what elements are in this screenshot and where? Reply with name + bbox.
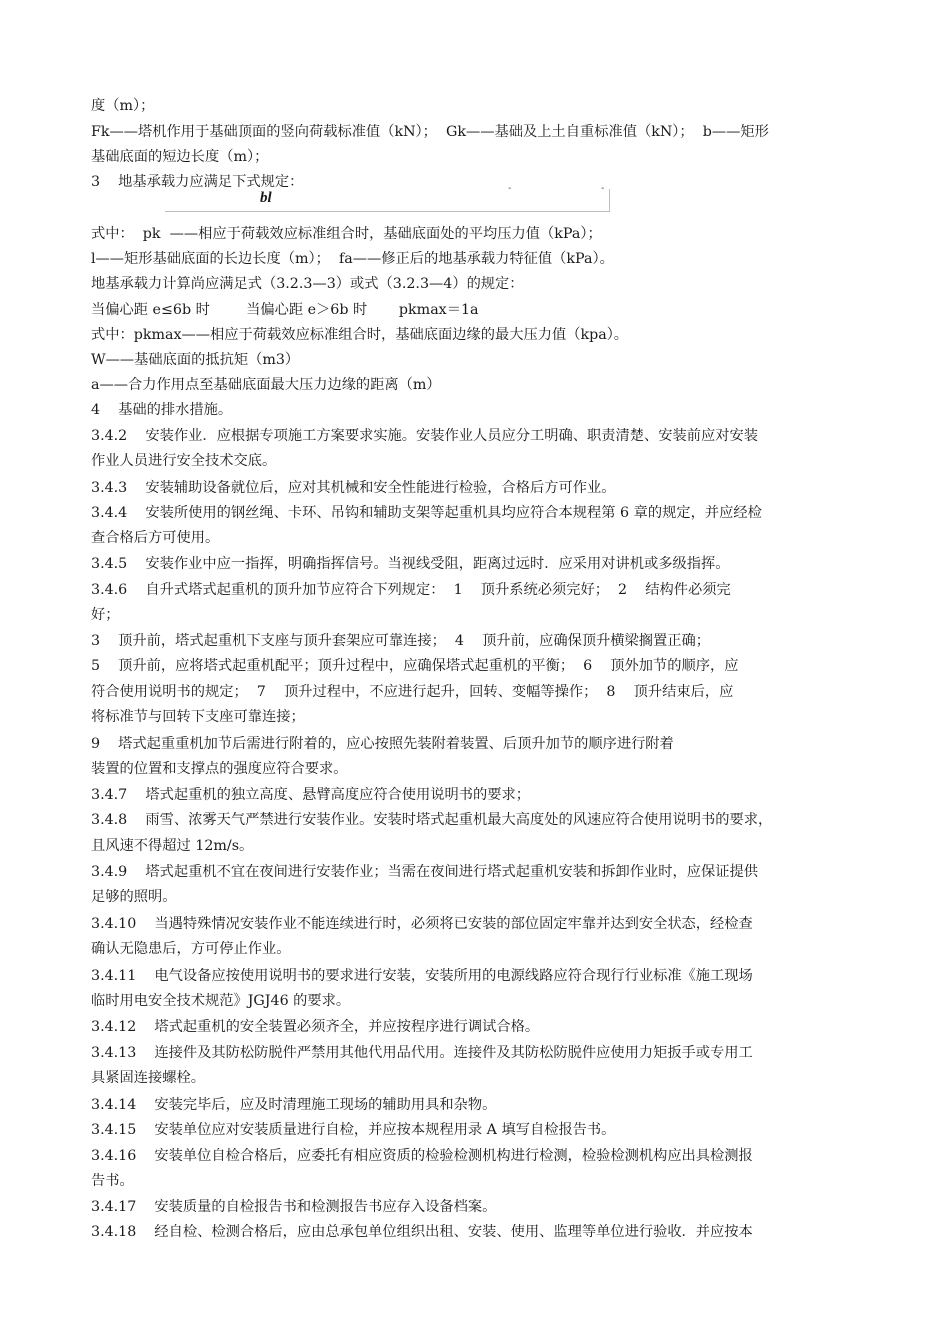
text-line: 作业人员进行安全技术交底。 — [91, 453, 277, 469]
text-line: 足够的照明。 — [91, 889, 177, 905]
text-line: 基础底面的短边长度（m）； — [91, 149, 269, 165]
text-line: 临时用电安全技术规范》JGJ46 的要求。 — [91, 993, 351, 1009]
text-line: 地基承载力计算尚应满足式（3.2.3—3）或式（3.2.3—4）的规定： — [91, 276, 524, 292]
text-line: 3.4.9 塔式起重机不宜在夜间进行安装作业；当需在夜间进行塔式起重机安装和拆卸作业时，应保证提供 — [91, 864, 758, 880]
text-line: 度（m）； — [91, 98, 155, 114]
formula-mark: - — [508, 183, 512, 194]
text-line: 当偏心距 e≤6b 时 当偏心距 e＞6b 时 pkmax＝1a — [91, 302, 479, 318]
text-line: 将标准节与回转下支座可靠连接； — [91, 709, 305, 725]
text-line: 确认无隐患后，方可停止作业。 — [91, 941, 291, 957]
text-line: W——基础底面的抵抗矩（m3） — [91, 352, 300, 368]
text-line: 3.4.2 安装作业．应根据专项施工方案要求实施。安装作业人员应分工明确、职责清楚、安装前应对安装 — [91, 428, 758, 444]
text-line: 具紧固连接螺栓。 — [91, 1070, 205, 1086]
text-line: a——合力作用点至基础底面最大压力边缘的距离（m） — [91, 377, 441, 393]
text-line: l——矩形基础底面的长边长度（m）； fa——修正后的地基承载力特征值（kPa）。 — [91, 251, 614, 267]
text-line: 装置的位置和支撑点的强度应符合要求。 — [91, 761, 348, 777]
text-line: 3.4.16 安装单位自检合格后，应委托有相应资质的检验检测机构进行检测，检验检测机构应出具检测报 — [91, 1148, 753, 1164]
formula-mark: - — [601, 183, 605, 194]
text-line: 3.4.8 雨雪、浓雾天气严禁进行安装作业。安装时塔式起重机最大高度处的风速应符合使用说明书的要求， — [91, 812, 773, 828]
text-line: 好； — [91, 607, 120, 623]
text-line: 查合格后方可使用。 — [91, 530, 220, 546]
text-line: 3.4.4 安装所使用的钢丝绳、卡环、吊钩和辅助支架等起重机具均应符合本规程第 6 章的规定，并应经检 — [91, 505, 762, 521]
text-line: 3.4.18 经自检、检测合格后，应由总承包单位组织出租、安装、使用、监理等单位进行验收．并应按本 — [91, 1224, 753, 1240]
text-line: 符合使用说明书的规定； 7 顶升过程中，不应进行起升，回转、变幅等操作； 8 顶升结束后，应 — [91, 684, 734, 700]
text-line: 9 塔式起重重机加节后需进行附着的，应心按照先装附着装置、后顶升加节的顺序进行附着 — [91, 736, 674, 752]
text-line: 告书。 — [91, 1173, 134, 1189]
text-line: 3.4.17 安装质量的自检报告书和检测报告书应存入设备档案。 — [91, 1199, 497, 1215]
text-line: 3.4.12 塔式起重机的安全装置必须齐全，并应按程序进行调试合格。 — [91, 1019, 540, 1035]
text-line: 3.4.15 安装单位应对安装质量进行自检，并应按本规程用录 A 填写自检报告书。 — [91, 1122, 616, 1138]
text-line: 3.4.10 当遇特殊情况安装作业不能连续进行时，必须将已安装的部位固定牢靠并达到安全状态，经检查 — [91, 916, 753, 932]
text-line: 3 顶升前，塔式起重机下支座与顶升套架应可靠连接； 4 顶升前，应确保顶升横梁搁置正确； — [91, 633, 711, 649]
text-line: 5 顶升前，应将塔式起重机配平；顶升过程中，应确保塔式起重机的平衡； 6 顶外加节的顺序，应 — [91, 658, 739, 674]
text-line: 3.4.14 安装完毕后，应及时清理施工现场的辅助用具和杂物。 — [91, 1097, 497, 1113]
text-line: 3.4.5 安装作业中应一指挥，明确指挥信号。当视线受阻，距离过远时．应采用对讲机或多级指挥。 — [91, 556, 730, 572]
text-line: 式中：pkmax——相应于荷载效应标准组合时，基础底面边缘的最大压力值（kpa）。 — [91, 327, 629, 343]
text-line: 3.4.13 连接件及其防松防脱件严禁用其他代用品代用。连接件及其防松防脱件应使用力矩扳手或专用工 — [91, 1045, 753, 1061]
text-line: 式中： pk ——相应于荷载效应标准组合时，基础底面处的平均压力值（kPa）； — [91, 226, 602, 242]
text-line: 3.4.6 自升式塔式起重机的顶升加节应符合下列规定： 1 顶升系统必须完好； 2 结构件必须完 — [91, 582, 731, 598]
formula-text: bl — [260, 190, 272, 206]
text-line: 且风速不得超过 12m/s。 — [91, 838, 254, 854]
text-line: 4 基础的排水措施。 — [91, 402, 233, 418]
text-line: Fk——塔机作用于基础顶面的竖向荷载标准值（kN）； Gk——基础及上土自重标准值（kN）； b——矩形 — [91, 124, 769, 140]
text-line: 3.4.3 安装辅助设备就位后，应对其机械和安全性能进行检验，合格后方可作业。 — [91, 480, 616, 496]
text-line: 3.4.7 塔式起重机的独立高度、悬臂高度应符合使用说明书的要求； — [91, 787, 531, 803]
text-line: 3.4.11 电气设备应按使用说明书的要求进行安装，安装所用的电源线路应符合现行行业标准《施工现场 — [91, 968, 753, 984]
text-line: 3 地基承载力应满足下式规定： — [91, 174, 304, 190]
